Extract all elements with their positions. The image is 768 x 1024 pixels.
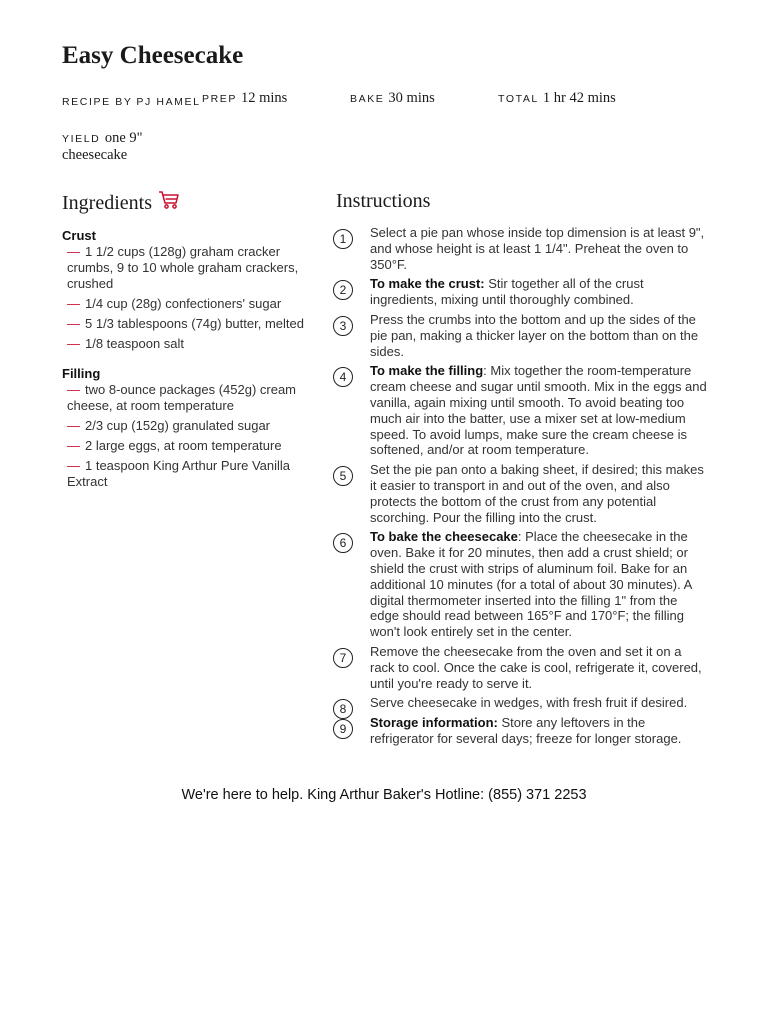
step-number-circle: 6 [333, 533, 353, 553]
instruction-step [333, 462, 708, 525]
step-number-circle: 3 [333, 316, 353, 336]
step-number-circle: 8 [333, 699, 353, 719]
ingredient-text: 1/8 teaspoon salt [85, 336, 185, 351]
ingredient-text: two 8-ounce packages (452g) cream cheese, at room temperature [67, 382, 297, 413]
shopping-cart-icon[interactable] [158, 190, 180, 216]
instruction-step [333, 644, 708, 691]
yield-label: YIELD [62, 133, 101, 145]
recipe-yield [62, 130, 172, 163]
instruction-step [333, 695, 708, 717]
total-value: 1 hr 42 mins [542, 90, 616, 106]
dash-bullet: — [67, 316, 80, 331]
dash-bullet: — [67, 438, 80, 453]
ingredient-text: 1/4 cup (28g) confectioners' sugar [85, 296, 282, 311]
step-text: Store any leftovers in the refrigerator for several days; freeze for longer storage. [370, 715, 682, 746]
ingredient-item [62, 316, 307, 332]
recipe-title: Easy Cheesecake [62, 42, 244, 69]
ingredient-item [62, 244, 307, 292]
ingredient-item [62, 296, 307, 312]
author-name: PJ HAMEL [136, 96, 201, 108]
ingredient-item [62, 438, 307, 454]
instruction-step [333, 225, 708, 272]
step-number-circle: 9 [333, 719, 353, 739]
ingredient-group-name: Filling [62, 366, 101, 381]
instruction-step [333, 363, 708, 458]
step-number-circle: 7 [333, 648, 353, 668]
bake-time [350, 90, 435, 107]
dash-bullet: — [67, 244, 80, 259]
step-text: Select a pie pan whose inside top dimension is at least 9", and whose height is at least 1 1/4". Preheat the oven to 350°F. [370, 225, 705, 272]
step-text: : Place the cheesecake in the oven. Bake it for 20 minutes, then add a crust shield; or shield the crust with strips of aluminum foil. Bake for an additional 10 minutes (for a total of about 30 minutes). A digital thermometer inserted into the filling 1" from the edge should read between 165°F and 170°F; the filling won't look entirely set in the center. [370, 529, 692, 640]
author-label: RECIPE BY [62, 96, 133, 108]
ingredient-text: 1 1/2 cups (128g) graham cracker crumbs, 9 to 10 whole graham crackers, crushed [67, 244, 299, 291]
bake-label: BAKE [350, 93, 385, 105]
total-time [498, 90, 616, 107]
dash-bullet: — [67, 418, 80, 433]
ingredient-group-name: Crust [62, 228, 96, 243]
step-lead: Storage information: [370, 715, 498, 731]
ingredients-heading-text: Ingredients [62, 191, 152, 214]
instructions-heading: Instructions [336, 190, 431, 212]
instruction-step [333, 276, 708, 308]
prep-label: PREP [202, 93, 237, 105]
ingredient-items [62, 382, 307, 490]
ingredient-text: 2 large eggs, at room temperature [85, 438, 282, 453]
instruction-step [333, 312, 708, 359]
prep-time [202, 90, 287, 107]
ingredients-list [62, 228, 307, 494]
ingredient-items [62, 244, 307, 352]
total-label: TOTAL [498, 93, 539, 105]
instruction-step [333, 715, 708, 747]
step-lead: To make the crust: [370, 276, 485, 292]
step-number-circle: 2 [333, 280, 353, 300]
dash-bullet: — [67, 336, 80, 351]
yield-value: one 9" cheesecake [62, 130, 143, 163]
instruction-step [333, 529, 708, 640]
step-number-circle: 1 [333, 229, 353, 249]
ingredient-text: 1 teaspoon King Arthur Pure Vanilla Extract [67, 458, 291, 489]
step-text: : Mix together the room-temperature cream cheese and sugar until smooth. Mix in the eggs and vanilla, again mixing until smooth. To avoid beating too much air into the batter, use a mixer set at low-medium speed. To avoid lumps, make sure the cream cheese is softened, and/or at room temperature. [370, 363, 707, 458]
ingredients-heading [62, 190, 180, 216]
recipe-author [62, 96, 201, 108]
step-text: Press the crumbs into the bottom and up the sides of the pie pan, making a thicker layer on the bottom than on the sides. [370, 311, 699, 359]
dash-bullet: — [67, 382, 80, 397]
step-number-circle: 4 [333, 367, 353, 387]
step-lead: To bake the cheesecake [370, 529, 518, 545]
step-text: Set the pie pan onto a baking sheet, if desired; this makes it easier to transport in and out of the oven, and also protects the bottom of the crust from any potential scorching. Pour the filling into the crust. [370, 462, 704, 525]
step-text: Serve cheesecake in wedges, with fresh fruit if desired. [370, 695, 688, 711]
ingredient-item [62, 418, 307, 434]
bake-value: 30 mins [388, 90, 435, 106]
ingredient-group [62, 228, 307, 352]
ingredient-text: 5 1/3 tablespoons (74g) butter, melted [85, 316, 304, 331]
step-text: Stir together all of the crust ingredients, mixing until thoroughly combined. [370, 276, 644, 308]
dash-bullet: — [67, 458, 80, 473]
ingredient-item [62, 336, 307, 352]
prep-value: 12 mins [241, 90, 288, 106]
step-lead: To make the filling [370, 363, 484, 379]
ingredient-item [62, 458, 307, 490]
step-number-circle: 5 [333, 466, 353, 486]
instructions-list [333, 225, 708, 751]
footer-hotline: We're here to help. King Arthur Baker's Hotline: (855) 371 2253 [181, 787, 587, 803]
ingredient-text: 2/3 cup (152g) granulated sugar [85, 418, 271, 433]
ingredient-group [62, 366, 307, 490]
dash-bullet: — [67, 296, 80, 311]
ingredient-item [62, 382, 307, 414]
step-text: Remove the cheesecake from the oven and set it on a rack to cool. Once the cake is cool, refrigerate it, covered, until you're ready to serve it. [370, 643, 702, 691]
